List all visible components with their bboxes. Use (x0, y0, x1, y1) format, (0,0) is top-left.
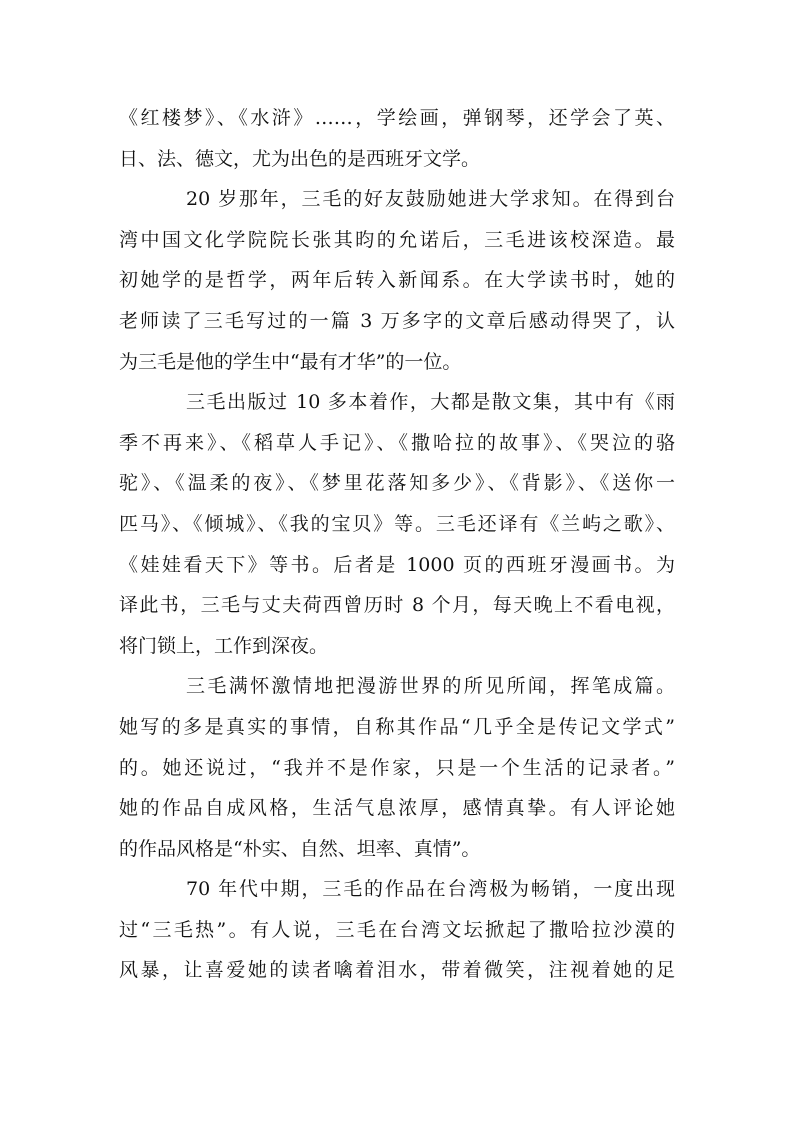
text-line: 译此书，三毛与丈夫荷西曾历时 8 个月，每天晚上不看电视， (119, 594, 675, 617)
text-line: 过“三毛热”。有人说，三毛在台湾文坛掀起了撒哈拉沙漠的 (119, 918, 675, 941)
paragraph-3 (119, 382, 675, 666)
text-line: 季不再来》、《稻草人手记》、《撒哈拉的故事》、《哭泣的骆 (119, 431, 675, 454)
text-line: 湾中国文化学院院长张其昀的允诺后，三毛进该校深造。最 (119, 228, 675, 251)
text-line: 初她学的是哲学，两年后转入新闻系。在大学读书时，她的 (119, 269, 675, 292)
body-text (119, 98, 675, 991)
text-line: 20 岁那年，三毛的好友鼓励她进大学求知。在得到台 (186, 188, 675, 211)
text-line: 的作品风格是“朴实、自然、坦率、真情”。 (119, 837, 481, 860)
text-line: 日、法、德文，尤为出色的是西班牙文学。 (119, 147, 481, 170)
paragraph-2 (119, 179, 675, 382)
text-line: 她写的多是真实的事情，自称其作品“几乎全是传记文学式” (119, 715, 675, 738)
text-line: 的。她还说过，“我并不是作家，只是一个生活的记录者。” (119, 756, 675, 779)
text-line: 三毛出版过 10 多本着作，大都是散文集，其中有《雨 (186, 391, 675, 414)
text-line: 将门锁上，工作到深夜。 (119, 634, 329, 657)
text-line: 三毛满怀激情地把漫游世界的所见所闻，挥笔成篇。 (186, 675, 675, 698)
text-line: 《红楼梦》、《水浒》……，学绘画，弹钢琴，还学会了英、 (119, 107, 675, 129)
text-line: 驼》、《温柔的夜》、《梦里花落知多少》、《背影》、《送你一 (119, 472, 675, 495)
text-line: 匹马》、《倾城》、《我的宝贝》等。三毛还译有《兰屿之歌》、 (119, 512, 675, 535)
text-line: 风暴，让喜爱她的读者噙着泪水，带着微笑，注视着她的足 (119, 959, 675, 982)
text-line: 她的作品自成风格，生活气息浓厚，感情真挚。有人评论她 (119, 797, 675, 820)
paragraph-5 (119, 869, 675, 991)
text-line: 为三毛是他的学生中“最有才华”的一位。 (119, 350, 462, 373)
paragraph-4 (119, 666, 675, 869)
paragraph-1 (119, 98, 675, 179)
text-line: 老师读了三毛写过的一篇 3 万多字的文章后感动得哭了，认 (119, 309, 675, 332)
text-line: 70 年代中期，三毛的作品在台湾极为畅销，一度出现 (186, 878, 675, 901)
text-line: 《娃娃看天下》等书。后者是 1000 页的西班牙漫画书。为 (119, 553, 675, 576)
